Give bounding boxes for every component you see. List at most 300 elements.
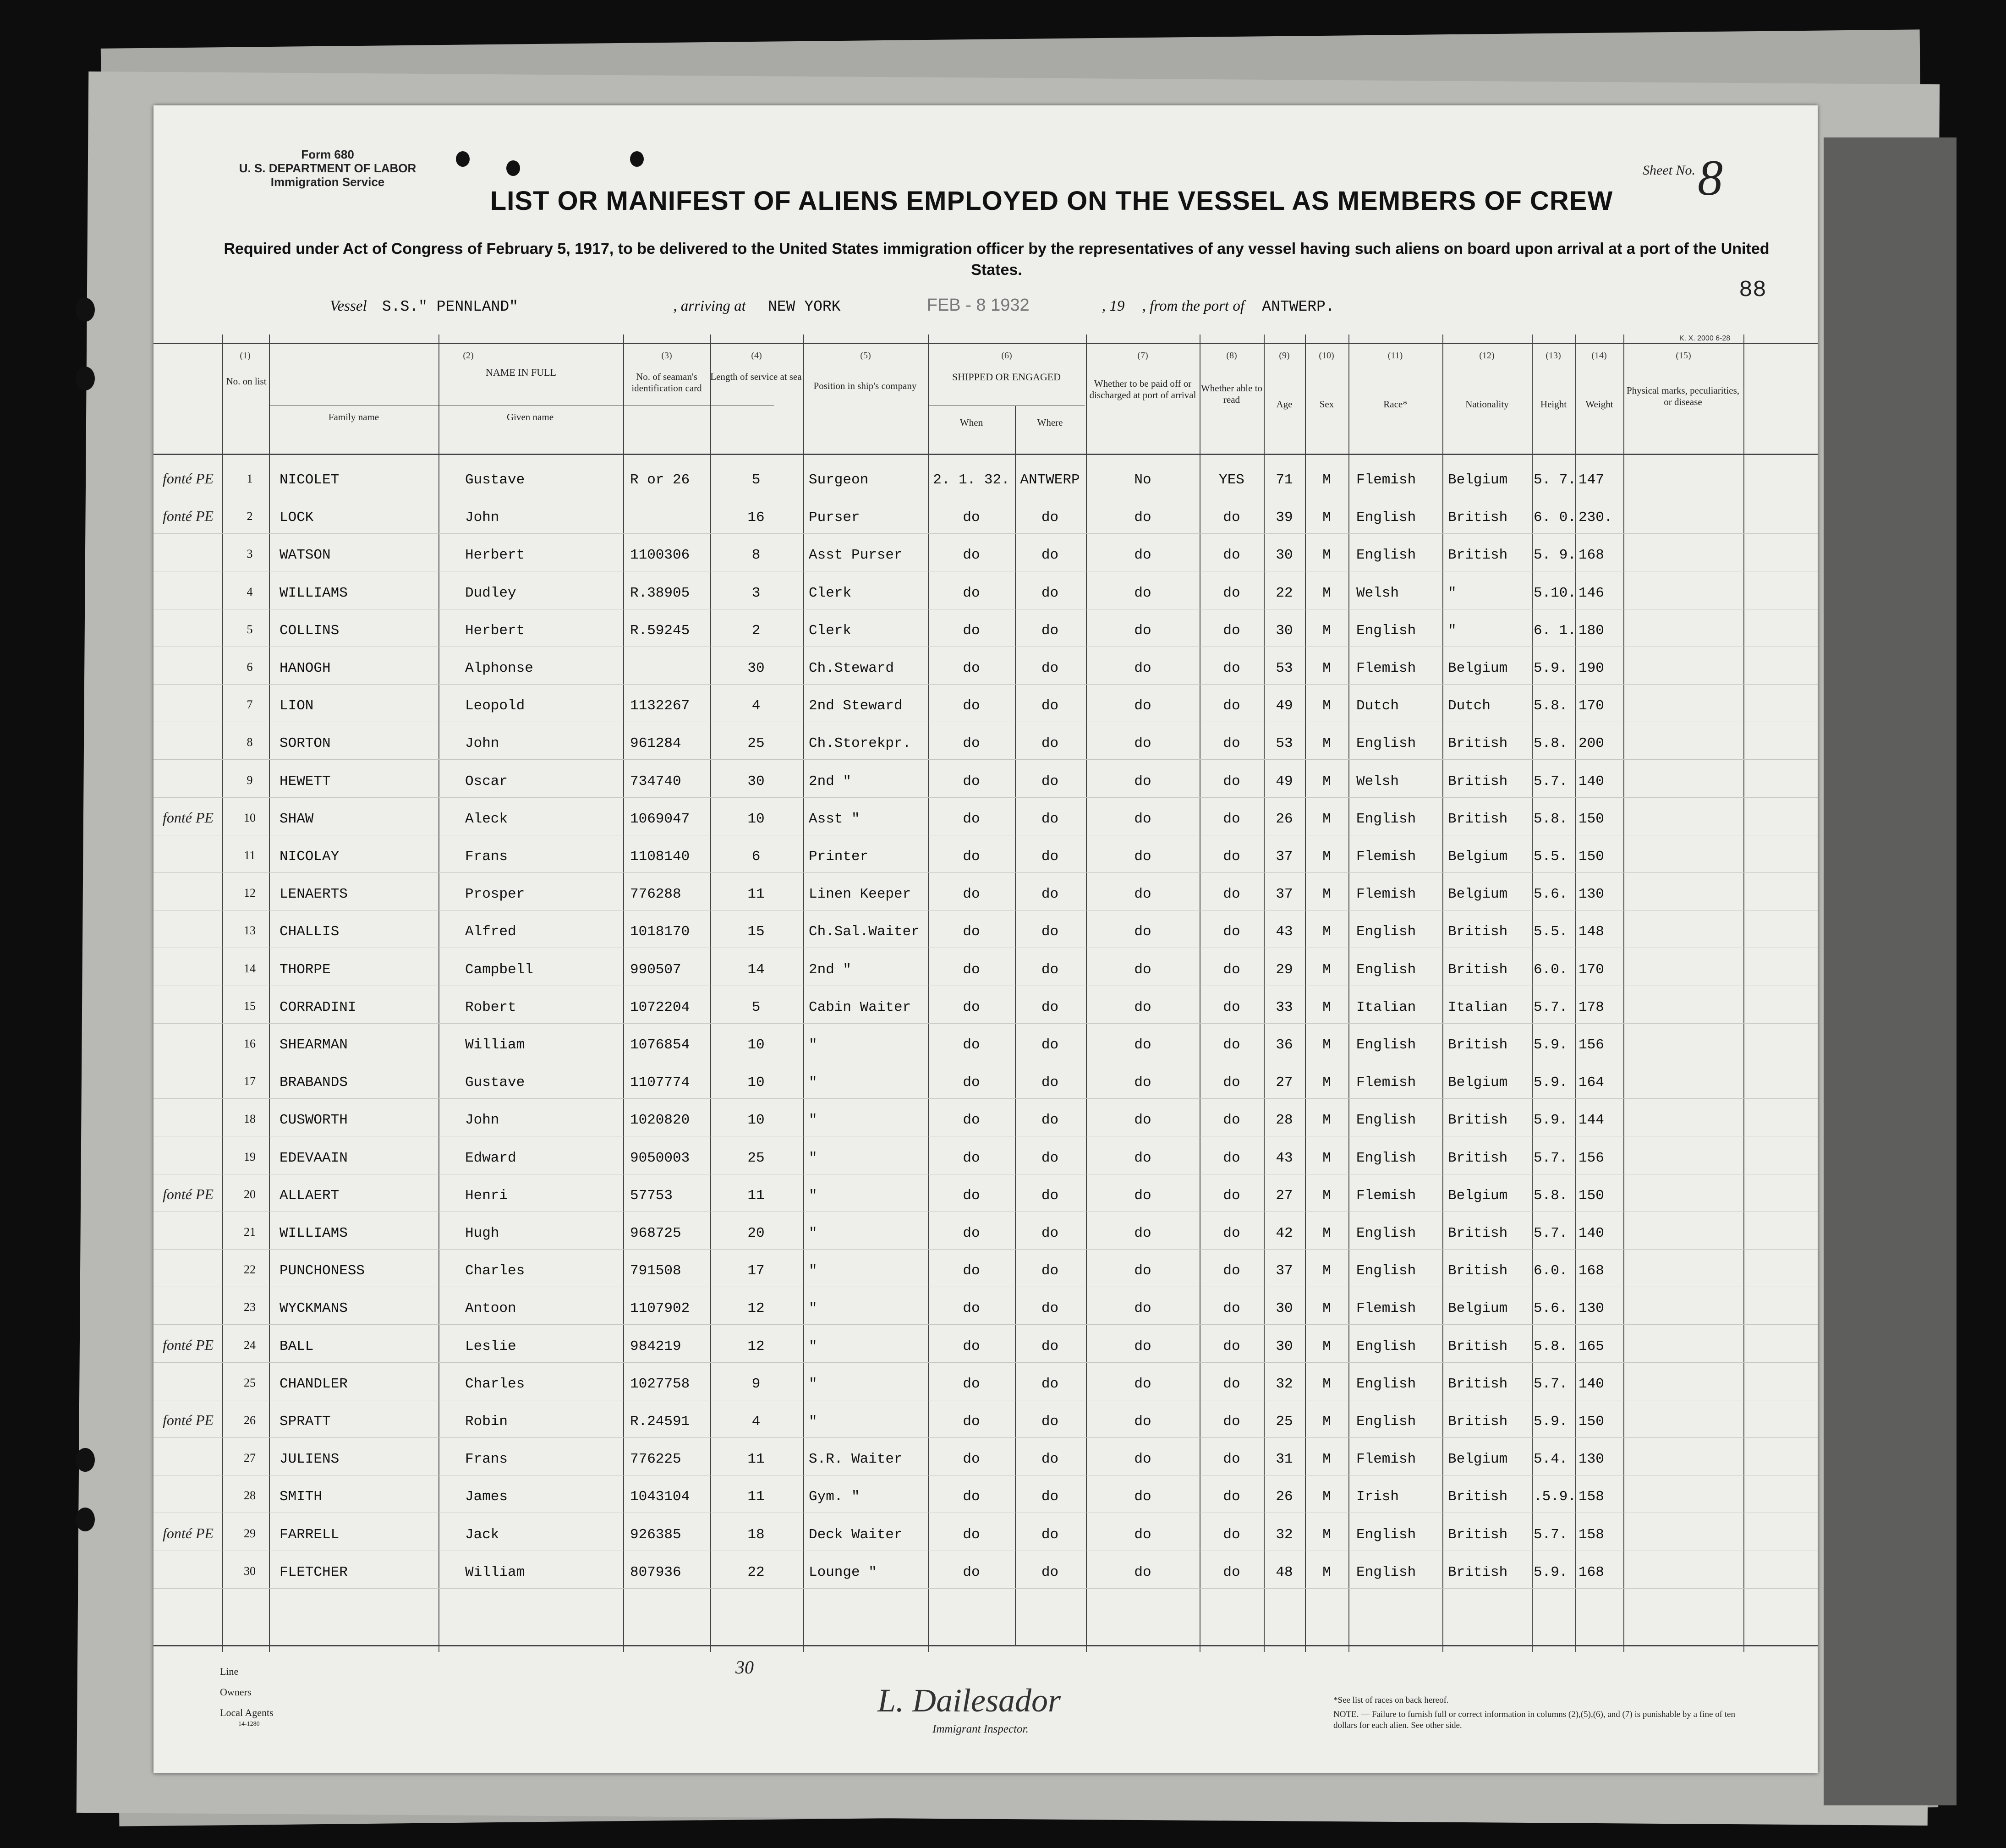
id-card-number: 968725	[630, 1225, 681, 1241]
given-name: Charles	[465, 1263, 525, 1279]
family-name: BALL	[280, 1338, 314, 1354]
table-bottom-border	[153, 1645, 1818, 1646]
header-bottom-border	[153, 454, 1818, 455]
weight-value: 180	[1578, 622, 1604, 639]
binding-hole	[76, 298, 95, 322]
ship-position: Purser	[809, 510, 860, 526]
ship-position: Ch.Storekpr.	[809, 735, 911, 752]
able-to-read: do	[1223, 1225, 1240, 1241]
id-card-number: 1108140	[630, 849, 690, 865]
sheet-number: 8	[1698, 150, 1723, 206]
service-length: 12	[747, 1300, 765, 1317]
row-rule	[153, 684, 1818, 685]
age-value: 39	[1276, 510, 1293, 526]
height-value: 5.7.	[1534, 1376, 1568, 1392]
shipped-where: do	[1041, 1075, 1059, 1091]
column-number: (1)	[240, 351, 251, 361]
height-value: 5.4.	[1534, 1451, 1568, 1468]
column-divider	[1532, 335, 1533, 1652]
shipped-when: do	[963, 1263, 980, 1279]
age-value: 43	[1276, 1150, 1293, 1166]
shipped-where: do	[1041, 1225, 1059, 1241]
shipped-where: do	[1041, 622, 1059, 639]
service-length: 5	[751, 999, 761, 1015]
family-name: SORTON	[280, 735, 331, 752]
height-value: 6.0.	[1534, 1263, 1568, 1279]
age-value: 32	[1276, 1376, 1293, 1392]
race-value: English	[1356, 547, 1416, 564]
race-value: English	[1356, 1376, 1416, 1392]
weight-value: 164	[1578, 1075, 1604, 1091]
row-number: 26	[244, 1414, 256, 1427]
weight-value: 168	[1578, 547, 1604, 564]
age-value: 37	[1276, 1263, 1293, 1279]
shipped-where: do	[1041, 1376, 1059, 1392]
paid-off-status: do	[1134, 1489, 1151, 1505]
ship-position: Cabin Waiter	[809, 999, 911, 1015]
age-value: 33	[1276, 999, 1293, 1015]
height-value: 5.8.	[1534, 811, 1568, 827]
shipped-where: do	[1041, 660, 1059, 676]
age-value: 53	[1276, 660, 1293, 676]
ship-position: Clerk	[809, 622, 852, 639]
able-to-read: do	[1223, 849, 1240, 865]
height-value: 5.9.	[1534, 1037, 1568, 1053]
service-length: 17	[747, 1263, 765, 1279]
weight-value: 130	[1578, 886, 1604, 903]
id-card-number: 1076854	[630, 1037, 690, 1053]
service-length: 11	[747, 886, 765, 903]
family-name: THORPE	[280, 961, 331, 978]
weight-value: 150	[1578, 1187, 1604, 1204]
binder-edge	[1824, 137, 1957, 1805]
col-header-nationality: Nationality	[1465, 399, 1509, 410]
shipped-where: do	[1041, 1187, 1059, 1204]
ship-position: "	[809, 1075, 817, 1091]
shipped-where: do	[1041, 961, 1059, 978]
sex-value: M	[1322, 547, 1331, 564]
height-value: 5.9.	[1534, 660, 1568, 676]
height-value: 5.10.	[1534, 585, 1577, 601]
family-name: CUSWORTH	[280, 1112, 348, 1129]
sex-value: M	[1322, 773, 1331, 790]
able-to-read: YES	[1219, 472, 1244, 488]
age-value: 26	[1276, 811, 1293, 827]
column-number: (3)	[661, 351, 672, 361]
shipped-when: do	[963, 1376, 980, 1392]
departure-port: ANTWERP.	[1262, 298, 1335, 315]
shipped-where: do	[1041, 1564, 1059, 1580]
sex-value: M	[1322, 1263, 1331, 1279]
given-name: Herbert	[465, 622, 525, 639]
race-value: English	[1356, 1526, 1416, 1543]
shipped-where: do	[1041, 1300, 1059, 1317]
shipped-where: do	[1041, 811, 1059, 827]
service-length: 15	[747, 924, 765, 940]
race-value: Italian	[1356, 999, 1416, 1015]
height-value: 5.6.	[1534, 886, 1568, 903]
paid-off-status: do	[1134, 1263, 1151, 1279]
id-card-number: 1020820	[630, 1112, 690, 1129]
height-value: 5.9.	[1534, 1112, 1568, 1129]
paid-off-status: do	[1134, 510, 1151, 526]
weight-value: 170	[1578, 961, 1604, 978]
row-rule	[153, 872, 1818, 873]
binding-hole	[76, 1508, 95, 1531]
age-value: 32	[1276, 1526, 1293, 1543]
column-divider	[222, 335, 223, 1652]
service-length: 20	[747, 1225, 765, 1241]
ship-position: "	[809, 1338, 817, 1354]
paid-off-status: do	[1134, 585, 1151, 601]
col-header-name: NAME IN FULL	[486, 367, 556, 378]
binding-hole	[456, 151, 470, 167]
race-value: English	[1356, 1112, 1416, 1129]
ship-position: Deck Waiter	[809, 1526, 903, 1543]
weight-value: 150	[1578, 811, 1604, 827]
col-header-no: No. on list	[226, 376, 267, 387]
height-value: 5.5.	[1534, 924, 1568, 940]
table-top-border	[153, 343, 1818, 344]
col-header-given: Given name	[506, 411, 554, 422]
family-name: SHEARMAN	[280, 1037, 348, 1053]
family-name: SHAW	[280, 811, 314, 827]
service-length: 22	[747, 1564, 765, 1580]
height-value: 6.0.	[1534, 961, 1568, 978]
col-header-where: Where	[1037, 417, 1063, 428]
weight-value: 130	[1578, 1300, 1604, 1317]
shipped-where: do	[1041, 1112, 1059, 1129]
id-card-number: 1132267	[630, 698, 690, 714]
shipped-when: do	[963, 1526, 980, 1543]
row-number: 29	[244, 1526, 256, 1540]
able-to-read: do	[1223, 1075, 1240, 1091]
binding-hole	[630, 151, 644, 167]
col-header-weight: Weight	[1585, 399, 1613, 410]
race-value: English	[1356, 1338, 1416, 1354]
arrival-port: NEW YORK	[768, 298, 841, 315]
row-number: 28	[244, 1489, 256, 1503]
column-number: (7)	[1137, 351, 1148, 361]
paid-off-status: do	[1134, 1225, 1151, 1241]
ship-position: "	[809, 1225, 817, 1241]
sex-value: M	[1322, 886, 1331, 903]
family-name: WATSON	[280, 547, 331, 564]
age-value: 31	[1276, 1451, 1293, 1468]
race-value: Flemish	[1356, 660, 1416, 676]
given-name: Gustave	[465, 472, 525, 488]
ship-position: Surgeon	[809, 472, 869, 488]
paid-off-status: do	[1134, 1112, 1151, 1129]
weight-value: 130	[1578, 1451, 1604, 1468]
height-value: 6. 0.	[1534, 510, 1577, 526]
ship-position: Linen Keeper	[809, 886, 911, 903]
id-card-number: R or 26	[630, 472, 690, 488]
shipped-when: do	[963, 1489, 980, 1505]
ship-position: Gym. "	[809, 1489, 860, 1505]
year-label: , 19	[1102, 298, 1125, 314]
family-name: NICOLAY	[280, 849, 340, 865]
shipped-where: do	[1041, 735, 1059, 752]
family-name: WILLIAMS	[280, 585, 348, 601]
id-card-number: 1100306	[630, 547, 690, 564]
nationality-value: Belgium	[1448, 849, 1508, 865]
inspector-label: Immigrant Inspector.	[932, 1723, 1029, 1735]
ship-position: "	[809, 1037, 817, 1053]
paid-off-status: do	[1134, 1037, 1151, 1053]
weight-value: 158	[1578, 1526, 1604, 1543]
shipped-when: do	[963, 735, 980, 752]
race-value: English	[1356, 622, 1416, 639]
service-name: Immigration Service	[270, 175, 385, 189]
id-card-number: 1043104	[630, 1489, 690, 1505]
height-value: 5.8.	[1534, 698, 1568, 714]
inspector-signature: L. Dailesador	[877, 1682, 1061, 1719]
id-card-number: 776288	[630, 886, 681, 903]
family-name: PUNCHONESS	[280, 1263, 365, 1279]
paid-off-status: do	[1134, 1376, 1151, 1392]
column-divider	[1575, 335, 1576, 1652]
nationality-value: British	[1448, 1338, 1508, 1354]
height-value: 5.8.	[1534, 1338, 1568, 1354]
able-to-read: do	[1223, 1376, 1240, 1392]
sex-value: M	[1322, 961, 1331, 978]
service-length: 16	[747, 510, 765, 526]
sex-value: M	[1322, 1489, 1331, 1505]
binding-hole	[506, 160, 520, 176]
page-number: 88	[1739, 277, 1767, 303]
age-value: 30	[1276, 1300, 1293, 1317]
race-value: English	[1356, 961, 1416, 978]
able-to-read: do	[1223, 773, 1240, 790]
able-to-read: do	[1223, 1263, 1240, 1279]
agents-code: 14-1280	[238, 1721, 260, 1727]
weight-value: 147	[1578, 472, 1604, 488]
sex-value: M	[1322, 811, 1331, 827]
column-number: (15)	[1676, 351, 1691, 361]
shipped-when: do	[963, 1451, 980, 1468]
paid-off-status: do	[1134, 1564, 1151, 1580]
form-number: Form 680	[301, 148, 354, 161]
shipped-when: do	[963, 1225, 980, 1241]
shipped-when: do	[963, 849, 980, 865]
id-card-number: 807936	[630, 1564, 681, 1580]
race-value: English	[1356, 1150, 1416, 1166]
sex-value: M	[1322, 1112, 1331, 1129]
binding-hole	[76, 367, 95, 390]
shipped-when: do	[963, 886, 980, 903]
shipped-when: do	[963, 1414, 980, 1430]
form-header	[231, 148, 424, 189]
able-to-read: do	[1223, 1564, 1240, 1580]
ship-position: Clerk	[809, 585, 852, 601]
shipped-when: do	[963, 698, 980, 714]
ship-position: 2nd Steward	[809, 698, 903, 714]
ship-position: "	[809, 1376, 817, 1392]
service-length: 11	[747, 1187, 765, 1204]
vessel-label: Vessel	[330, 298, 367, 314]
margin-annotation: fonté PE	[163, 1524, 214, 1541]
page-title: LIST OR MANIFEST OF ALIENS EMPLOYED ON THE VESSEL AS MEMBERS OF CREW	[490, 186, 1613, 216]
ship-position: Ch.Steward	[809, 660, 894, 676]
race-value: Welsh	[1356, 585, 1399, 601]
row-number: 7	[247, 698, 253, 712]
service-length: 11	[747, 1451, 765, 1468]
given-name: Campbell	[465, 961, 533, 978]
race-value: Flemish	[1356, 886, 1416, 903]
sex-value: M	[1322, 1564, 1331, 1580]
height-value: .5.9.	[1534, 1489, 1577, 1505]
column-divider	[438, 335, 439, 1652]
family-name: JULIENS	[280, 1451, 340, 1468]
given-name: Charles	[465, 1376, 525, 1392]
given-name: Gustave	[465, 1075, 525, 1091]
service-length: 30	[747, 773, 765, 790]
margin-annotation: fonté PE	[163, 470, 214, 487]
vessel-name: S.S." PENNLAND"	[382, 298, 518, 315]
id-card-number: 1018170	[630, 924, 690, 940]
race-value: Flemish	[1356, 849, 1416, 865]
family-name: FARRELL	[280, 1526, 340, 1543]
paid-off-status: do	[1134, 1526, 1151, 1543]
col-header-position: Position in ship's company	[813, 380, 917, 391]
ship-position: "	[809, 1187, 817, 1204]
row-number: 11	[244, 849, 256, 862]
sheet-label: Sheet No.	[1643, 163, 1695, 178]
service-length: 6	[751, 849, 761, 865]
nationality-value: Dutch	[1448, 698, 1491, 714]
weight-value: 200	[1578, 735, 1604, 752]
paid-off-status: do	[1134, 1187, 1151, 1204]
given-name: Frans	[465, 1451, 508, 1468]
sex-value: M	[1322, 1037, 1331, 1053]
row-number: 6	[247, 660, 253, 674]
shipped-when: 2. 1. 32.	[933, 472, 1010, 488]
shipped-when: do	[963, 510, 980, 526]
service-length: 25	[747, 735, 765, 752]
col-header-read: Whether able to read	[1200, 383, 1263, 405]
paid-off-status: do	[1134, 735, 1151, 752]
race-value: Flemish	[1356, 1451, 1416, 1468]
paid-off-status: do	[1134, 999, 1151, 1015]
paid-off-status: do	[1134, 1300, 1151, 1317]
sex-value: M	[1322, 510, 1331, 526]
able-to-read: do	[1223, 1489, 1240, 1505]
sex-value: M	[1322, 660, 1331, 676]
column-number: (14)	[1591, 351, 1607, 361]
family-name: LOCK	[280, 510, 314, 526]
weight-value: 170	[1578, 698, 1604, 714]
age-value: 26	[1276, 1489, 1293, 1505]
shipped-where: do	[1041, 1338, 1059, 1354]
paid-off-status: do	[1134, 1414, 1151, 1430]
age-value: 29	[1276, 961, 1293, 978]
ship-position: 2nd "	[809, 773, 852, 790]
service-length: 2	[751, 622, 761, 639]
owners-label: Owners	[220, 1686, 252, 1698]
race-value: English	[1356, 1263, 1416, 1279]
row-number: 24	[244, 1338, 256, 1352]
family-name: EDEVAAIN	[280, 1150, 348, 1166]
given-name: Frans	[465, 849, 508, 865]
age-value: 30	[1276, 1338, 1293, 1354]
shipped-where: ANTWERP	[1020, 472, 1080, 488]
row-number: 1	[247, 472, 253, 485]
col-header-family: Family name	[328, 411, 379, 422]
row-number: 15	[244, 999, 256, 1013]
race-value: Flemish	[1356, 1300, 1416, 1317]
paid-off-status: do	[1134, 622, 1151, 639]
race-value: English	[1356, 735, 1416, 752]
nationality-value: Belgium	[1448, 1300, 1508, 1317]
given-name: Henri	[465, 1187, 508, 1204]
family-name: ALLAERT	[280, 1187, 340, 1204]
service-length: 11	[747, 1489, 765, 1505]
nationality-value: British	[1448, 735, 1508, 752]
age-value: 27	[1276, 1075, 1293, 1091]
family-name: CHANDLER	[280, 1376, 348, 1392]
row-number: 8	[247, 735, 253, 749]
race-value: English	[1356, 811, 1416, 827]
penalty-note: NOTE. — Failure to furnish full or correct information in columns (2),(5),(6), and (7) is punishable by a fine of ten dollars for each alien. See other side.	[1333, 1710, 1735, 1730]
column-number: (6)	[1001, 351, 1012, 361]
row-rule	[153, 1437, 1818, 1438]
column-divider	[623, 335, 624, 1652]
shipped-where: do	[1041, 1414, 1059, 1430]
shipped-where: do	[1041, 547, 1059, 564]
weight-value: 168	[1578, 1564, 1604, 1580]
row-number: 3	[247, 547, 253, 561]
family-name: CHALLIS	[280, 924, 340, 940]
col-header-age: Age	[1276, 399, 1293, 410]
nationality-value: British	[1448, 1564, 1508, 1580]
nationality-value: "	[1448, 585, 1457, 601]
age-value: 48	[1276, 1564, 1293, 1580]
vessel-info	[330, 296, 1335, 315]
shipped-when: do	[963, 1112, 980, 1129]
height-value: 5.9.	[1534, 1564, 1568, 1580]
margin-annotation: fonté PE	[163, 1412, 214, 1428]
weight-value: 140	[1578, 773, 1604, 790]
shipped-when: do	[963, 1338, 980, 1354]
id-card-number: 791508	[630, 1263, 681, 1279]
row-rule	[153, 1249, 1818, 1250]
service-length: 14	[747, 961, 765, 978]
row-number: 10	[244, 811, 256, 824]
nationality-value: British	[1448, 1489, 1508, 1505]
nationality-value: Belgium	[1448, 1451, 1508, 1468]
age-value: 71	[1276, 472, 1293, 488]
given-name: Aleck	[465, 811, 508, 827]
sex-value: M	[1322, 1414, 1331, 1430]
nationality-value: British	[1448, 510, 1508, 526]
sex-value: M	[1322, 585, 1331, 601]
form-code: K. X. 2000 6-28	[1679, 335, 1731, 342]
service-length: 3	[751, 585, 761, 601]
family-name: FLETCHER	[280, 1564, 348, 1580]
sex-value: M	[1322, 1075, 1331, 1091]
race-value: Welsh	[1356, 773, 1399, 790]
column-number: (9)	[1279, 351, 1290, 361]
row-rule	[153, 1023, 1818, 1024]
paid-off-status: do	[1134, 547, 1151, 564]
row-number: 12	[244, 886, 256, 900]
weight-value: 146	[1578, 585, 1604, 601]
id-card-number: 57753	[630, 1187, 673, 1204]
weight-value: 144	[1578, 1112, 1604, 1129]
able-to-read: do	[1223, 510, 1240, 526]
column-divider	[803, 335, 804, 1652]
